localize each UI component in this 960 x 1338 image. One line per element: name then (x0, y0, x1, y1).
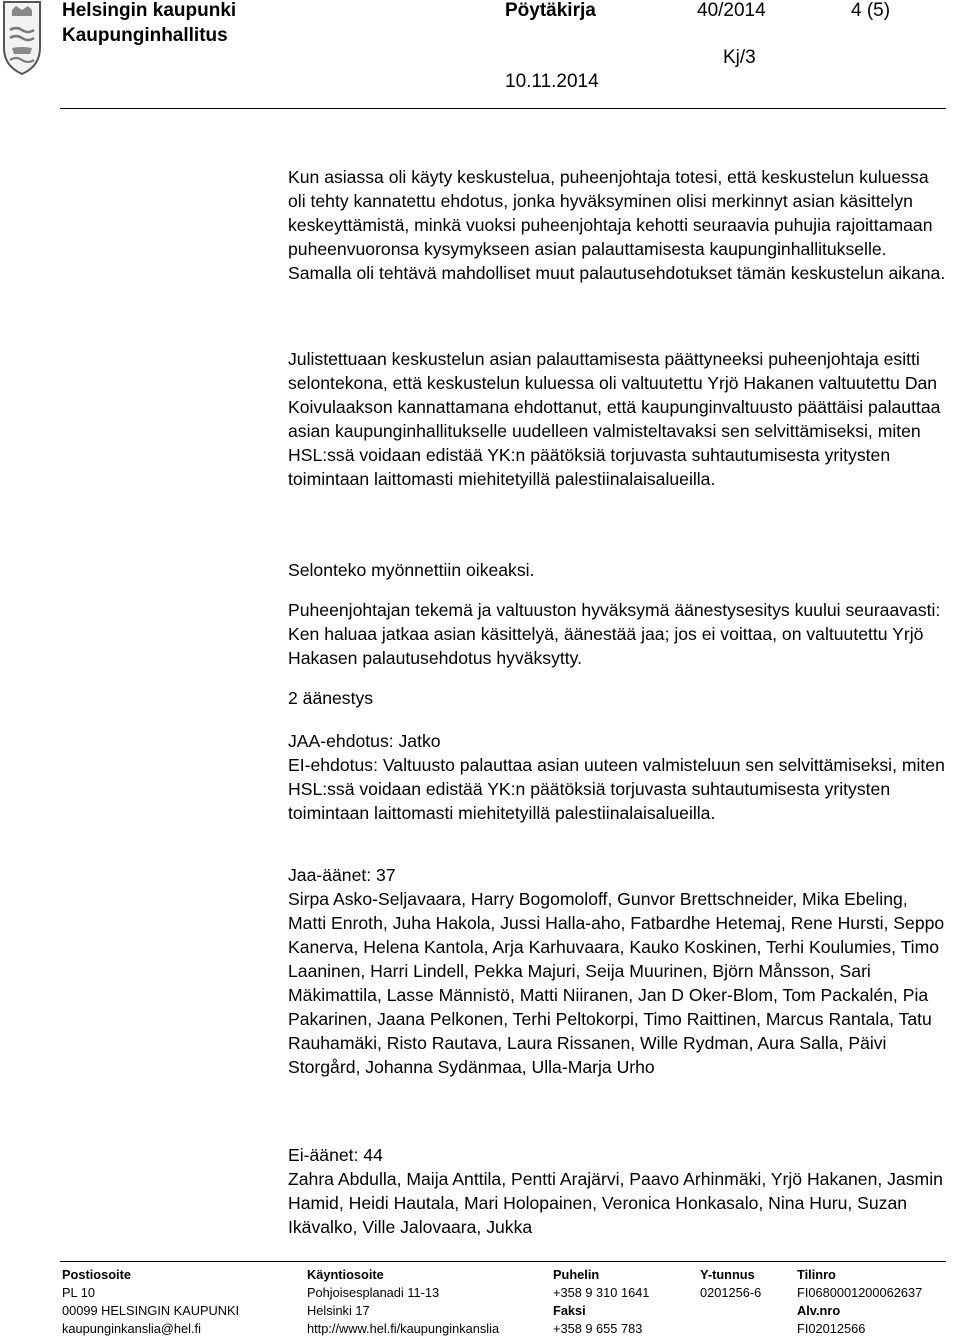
jaa-votes-label: Jaa-äänet: 37 (288, 865, 396, 885)
paragraph-chair-statement: Julistettuaan keskustelun asian palauttamisesta päättyneeksi puheenjohtaja esitti selontekona, että keskustelun kuluessa oli valtuutettu Yrjö Hakanen valtuutettu Dan Koivulaakson kannattamana ehdottanut, että kaupunginvaltuusto päättäisi palauttaa asian kaupunginhallitukselle uudelleen valmisteltavaksi sen selvittämiseksi, miten HSL:ssä voidaan edistää YK:n päätöksiä torjuvasta suhtautumisesta yritysten toimintaan laittomasti miehitetyillä palestiinalaisalueilla. (288, 349, 941, 489)
paragraph-vote-proposal: Puheenjohtajan tekemä ja valtuuston hyväksymä äänestysesitys kuului seuraavasti: Ken haluaa jatkaa asian käsittelyä, äänestää jaa; jos ei voittaa, on valtuutettu Yrjö Hakasen palautusehdotus hyväksytty. (288, 600, 941, 668)
jaa-votes-names: Sirpa Asko-Seljavaara, Harry Bogomoloff, Gunvor Brettschneider, Mika Ebeling, Matti Enroth, Juha Hakola, Jussi Halla-aho, Fatbardhe Hetemaj, Rene Hursti, Seppo Kanerva, Helena Kantola, Arja Karhuvaara, Kauko Koskinen, Terhi Koulumies, Timo Laaninen, Harri Lindell, Pekka Majuri, Seija Muurinen, Björn Månsson, Sari Mäkimattila, Lasse Männistö, Matti Niiranen, Jan D Oker-Blom, Tom Packalén, Pia Pakarinen, Jaana Pelkonen, Terhi Peltokorpi, Timo Raittinen, Marcus Rantala, Tatu Rauhamäki, Risto Rautava, Laura Rissanen, Wille Rydman, Aura Salla, Päivi Storgård, Johanna Sydänmaa, Ulla-Marja Urho (288, 889, 945, 1077)
vote-title: 2 äänestys (288, 688, 374, 708)
paragraph-discussion-intro: Kun asiassa oli käyty keskustelua, puheenjohtaja totesi, että keskustelun kuluessa oli tehty kannatettu ehdotus, jonka hyväksyminen olisi merkinnyt asian käsittelyn keskeyttämistä, minkä vuoksi puheenjohtaja kehotti seuraavia puhujia rajoittamaan puheenvuoronsa kysymykseen asian palauttamisesta kaupunginhallitukselle. Samalla oli tehtävä mahdolliset muut palautusehdotukset tämän keskustelun aikana. (288, 167, 946, 283)
header-divider (60, 108, 946, 109)
footer-postal-address: Postiosoite PL 10 00099 HELSINGIN KAUPUNKI kaupunginkanslia@hel.fi (62, 1267, 240, 1336)
footer-account: Tilinro FI0680001200062637 Alv.nro FI02012566 (797, 1267, 923, 1336)
ei-proposal: EI-ehdotus: Valtuusto palauttaa asian uuteen valmisteluun sen selvittämiseksi, miten HSL:ssä voidaan edistää YK:n päätöksiä torjuvasta suhtautumisesta yritysten toimintaan laittomasti miehitetyillä palestiinalaisalueilla. (288, 755, 945, 823)
header-organization: Helsingin kaupunki (62, 0, 237, 21)
footer-divider (60, 1261, 946, 1262)
helsinki-coat-of-arms-icon (0, 0, 44, 76)
ei-votes-label: Ei-äänet: 44 (288, 1145, 383, 1165)
header-date: 10.11.2014 (505, 71, 599, 92)
paragraph-statement-approved: Selonteko myönnettiin oikeaksi. (288, 560, 535, 580)
ei-votes-names: Zahra Abdulla, Maija Anttila, Pentti Arajärvi, Paavo Arhinmäki, Yrjö Hakanen, Jasmin Hamid, Heidi Hautala, Mari Holopainen, Veronica Honkasalo, Nina Huru, Suzan Ikävalko, Ville Jalovaara, Jukka (288, 1169, 943, 1237)
header-page-number: 4 (5) (851, 0, 891, 21)
header-unit: Kaupunginhallitus (62, 25, 228, 46)
footer-visiting-address: Käyntiosoite Pohjoisesplanadi 11-13 Helsinki 17 http://www.hel.fi/kaupunginkanslia (307, 1267, 500, 1336)
jaa-proposal: JAA-ehdotus: Jatko (288, 731, 441, 751)
footer-business-id: Y-tunnus 0201256-6 (700, 1267, 762, 1300)
ei-votes-section (288, 1143, 948, 1239)
header-doc-number: 40/2014 (697, 0, 766, 21)
header-doc-type: Pöytäkirja (505, 0, 596, 21)
header-item-code: Kj/3 (723, 47, 756, 68)
jaa-votes-section (288, 863, 948, 1079)
footer-email-link[interactable]: kaupunginkanslia@hel.fi (62, 1321, 201, 1336)
vote-options (288, 729, 948, 825)
footer-website-link[interactable]: http://www.hel.fi/kaupunginkanslia (307, 1321, 500, 1336)
footer-phone: Puhelin +358 9 310 1641 Faksi +358 9 655 783 (553, 1267, 650, 1336)
